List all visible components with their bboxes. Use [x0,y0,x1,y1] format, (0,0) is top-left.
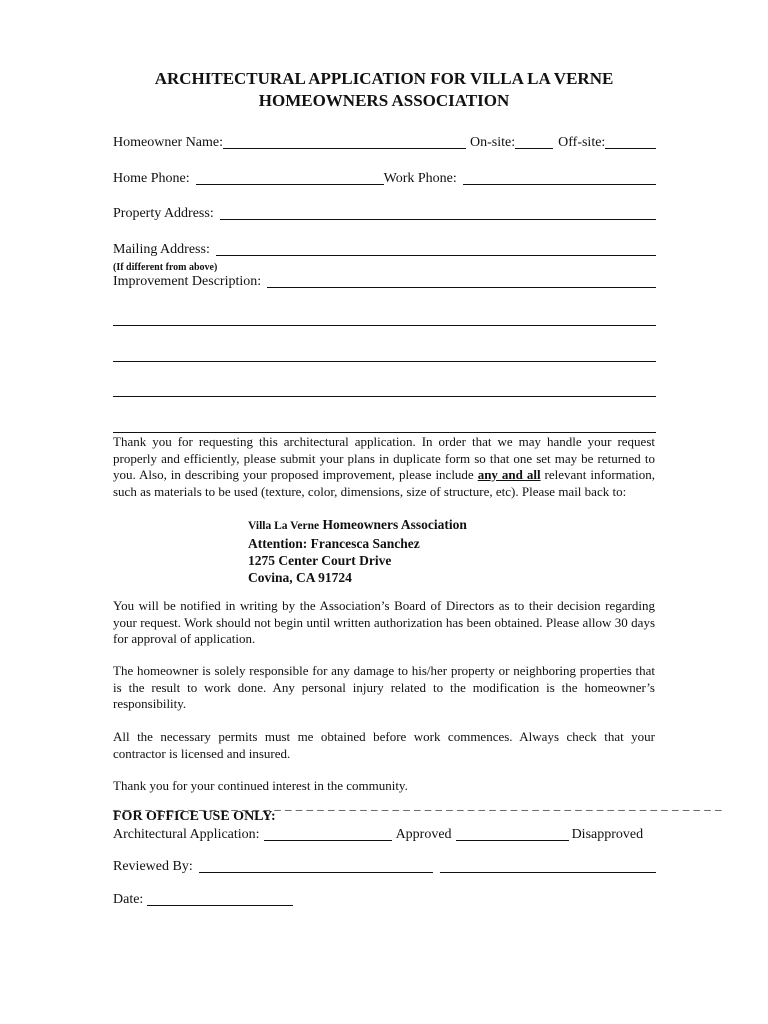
home-phone-label: Home Phone: [113,171,190,186]
intro-emphasis: any and all [477,467,541,482]
mail-to-address [248,516,548,586]
improvement-description-field[interactable] [267,273,656,288]
intro-text-before: Thank you for requesting this architectural application. In order that we may handle your request properly and efficiently, please submit your plans in duplicate form so that one set may be returned to you. Also, in describing your proposed improvement, please include [113,434,655,482]
approved-label: Approved [395,827,452,842]
office-use-heading: FOR OFFICE USE ONLY: [113,809,276,824]
description-line[interactable] [113,396,656,397]
on-site-label: On-site: [470,135,516,150]
reviewed-by-signature-field[interactable] [440,858,656,873]
title-line-2: HOMEOWNERS ASSOCIATION [258,91,510,110]
organization-rest: Homeowners Association [319,517,467,532]
off-site-field[interactable] [605,134,656,149]
responsibility-paragraph: The homeowner is solely responsible for any damage to his/her property or neighboring properties that is the result to work done. Any personal injury related to the modification is the homeowner’s responsibility. [113,663,655,711]
mail-to-attention: Attention: Francesca Sanchez [248,536,420,551]
title-line-1: ARCHITECTURAL APPLICATION FOR VILLA LA VERNE [154,69,614,88]
off-site-label: Off-site: [558,135,606,150]
mailing-address-row [113,241,656,258]
mail-to-street: 1275 Center Court Drive [248,553,392,568]
mailing-address-field[interactable] [216,241,656,256]
property-address-field[interactable] [220,205,656,220]
description-line[interactable] [113,361,656,362]
intro-text-after: relevant information, such as materials to be used (texture, color, dimensions, size of structure, etc). Please mail back to: [113,467,656,499]
date-row [113,891,656,908]
phone-row [113,170,656,187]
improvement-description-row [113,273,656,290]
work-phone-label: Work Phone: [383,171,457,186]
homeowner-name-row [113,134,656,151]
thanks-paragraph: Thank you for your continued interest in the community. [113,778,408,793]
home-phone-field[interactable] [196,170,384,185]
date-field[interactable] [147,891,293,906]
intro-paragraph [113,434,655,500]
notification-paragraph: You will be notified in writing by the Association’s Board of Directors as to their decision regarding your request. Work should not begin until written authorization has been obtained. Please allow 30 days for approval of application. [113,598,655,646]
work-phone-field[interactable] [463,170,656,185]
homeowner-name-field[interactable] [223,134,466,149]
organization-small: Villa La Verne [248,520,320,532]
description-line[interactable] [113,432,656,433]
on-site-field[interactable] [515,134,553,149]
reviewed-by-field[interactable] [199,858,433,873]
mailing-address-note: (If different from above) [113,262,218,273]
architectural-application-label: Architectural Application: [113,827,260,842]
description-line[interactable] [113,325,656,326]
form-title [113,68,655,112]
permits-paragraph: All the necessary permits must me obtained before work commences. Always check that your contractor is licensed and insured. [113,729,655,761]
improvement-description-label: Improvement Description: [113,274,262,289]
disapproved-label: Disapproved [571,827,644,842]
approved-field[interactable] [456,826,569,841]
mail-to-city: Covina, CA 91724 [248,570,352,585]
homeowner-name-label: Homeowner Name: [113,135,224,150]
architectural-application-field[interactable] [264,826,392,841]
mailing-address-label: Mailing Address: [113,242,210,257]
property-address-label: Property Address: [113,206,214,221]
office-separator: _ _ _ _ _ _ _ _ _ _ _ _ _ _ _ _ _ _ _ _ _ _ _ _ _ _ _ _ _ _ _ _ _ _ _ _ _ _ _ _ _ _ _ _ _ _ _ _ _ _ _ _ _ _ _ _ _ [113,797,722,812]
office-application-row [113,826,656,843]
date-label: Date: [113,892,144,907]
reviewed-by-label: Reviewed By: [113,859,193,874]
reviewed-by-row [113,858,656,875]
property-address-row [113,205,656,222]
mail-to-organization [248,516,548,535]
